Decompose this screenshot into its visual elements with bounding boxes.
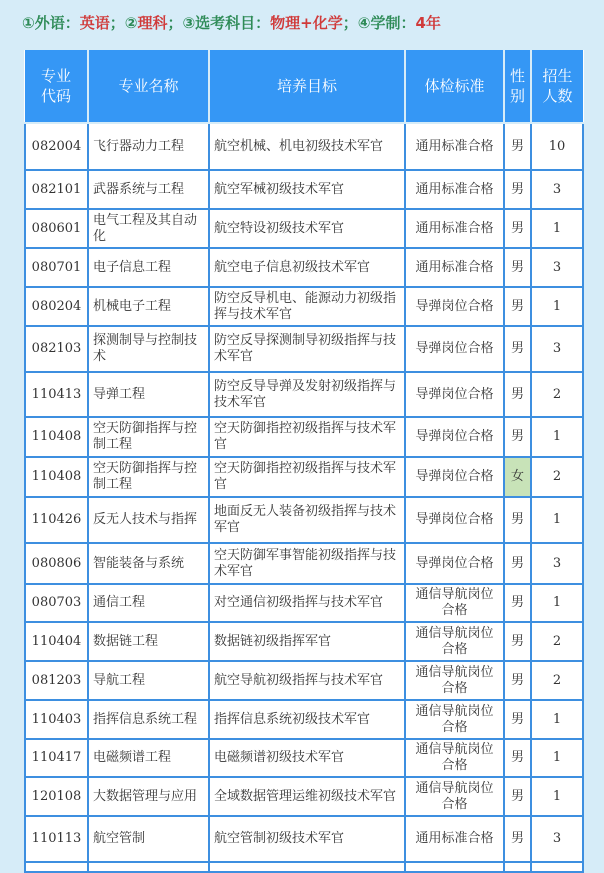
enrollment-count-cell: 3 — [531, 543, 583, 584]
major-code-cell: 082004 — [25, 123, 88, 170]
enrollment-count-cell: 1 — [531, 700, 583, 739]
table-row — [25, 700, 583, 739]
enrollment-count-cell: 2 — [531, 372, 583, 417]
enrollment-count-cell: 10 — [531, 123, 583, 170]
enrollment-count-cell: 1 — [531, 417, 583, 457]
major-name-cell: 电子信息工程 — [88, 248, 209, 287]
sex-cell: 男 — [504, 777, 531, 816]
major-name-cell: 空天防御指挥与控制工程 — [88, 417, 209, 457]
enrollment-count-cell: 3 — [531, 816, 583, 862]
empty-cell — [531, 862, 583, 872]
major-name-cell: 空天防御指挥与控制工程 — [88, 457, 209, 497]
medical-standard-cell: 导弹岗位合格 — [405, 497, 504, 543]
major-code-cell: 080204 — [25, 287, 88, 326]
sex-cell: 男 — [504, 584, 531, 622]
language-label: ①外语： — [22, 14, 80, 32]
sex-cell: 男 — [504, 209, 531, 248]
duration-value: 4年 — [415, 14, 441, 32]
medical-standard-cell: 通用标准合格 — [405, 123, 504, 170]
major-name-cell: 大数据管理与应用 — [88, 777, 209, 816]
major-name-cell: 航空管制 — [88, 816, 209, 862]
major-code-cell: 110408 — [25, 457, 88, 497]
enrollment-count-cell: 3 — [531, 248, 583, 287]
major-code-cell: 120108 — [25, 777, 88, 816]
major-code-cell: 082103 — [25, 326, 88, 372]
enrollment-count-cell: 2 — [531, 661, 583, 700]
training-goal-cell: 航空电子信息初级技术军官 — [209, 248, 405, 287]
major-code-cell: 080701 — [25, 248, 88, 287]
sex-cell: 男 — [504, 700, 531, 739]
empty-cell — [25, 862, 88, 872]
subjects-value: 物理+化学 — [270, 14, 343, 32]
enrollment-count-cell: 1 — [531, 209, 583, 248]
subjects-label: ③选考科目： — [182, 14, 271, 32]
header-code: 专业代码 — [25, 50, 88, 123]
major-name-cell: 探测制导与控制技术 — [88, 326, 209, 372]
table-row — [25, 170, 583, 209]
major-name-cell: 反无人技术与指挥 — [88, 497, 209, 543]
table-header-row — [25, 50, 583, 123]
medical-standard-cell: 导弹岗位合格 — [405, 457, 504, 497]
major-name-cell: 通信工程 — [88, 584, 209, 622]
sex-cell: 男 — [504, 417, 531, 457]
training-goal-cell: 空天防御指控初级指挥与技术军官 — [209, 457, 405, 497]
major-name-cell: 智能装备与系统 — [88, 543, 209, 584]
major-code-cell: 110408 — [25, 417, 88, 457]
track-label: ② — [124, 14, 138, 32]
medical-standard-cell: 导弹岗位合格 — [405, 372, 504, 417]
medical-standard-cell: 导弹岗位合格 — [405, 417, 504, 457]
majors-table — [24, 50, 584, 873]
medical-standard-cell: 通信导航岗位合格 — [405, 622, 504, 661]
language-value: 英语 — [79, 14, 110, 32]
table-row — [25, 372, 583, 417]
table-row — [25, 457, 583, 497]
duration-label: ④学制： — [357, 14, 416, 32]
table-row — [25, 417, 583, 457]
major-code-cell: 110113 — [25, 816, 88, 862]
table-row — [25, 123, 583, 170]
enrollment-count-cell: 1 — [531, 777, 583, 816]
enrollment-count-cell: 1 — [531, 584, 583, 622]
medical-standard-cell: 通用标准合格 — [405, 816, 504, 862]
summary-line — [22, 12, 441, 33]
table-row — [25, 287, 583, 326]
major-name-cell: 飞行器动力工程 — [88, 123, 209, 170]
header-medical-standard: 体检标准 — [405, 50, 504, 123]
training-goal-cell: 航空机械、机电初级技术军官 — [209, 123, 405, 170]
sex-cell: 男 — [504, 739, 531, 777]
table-row — [25, 584, 583, 622]
training-goal-cell: 防空反导探测制导初级指挥与技术军官 — [209, 326, 405, 372]
training-goal-cell: 空天防御军事智能初级指挥与技术军官 — [209, 543, 405, 584]
empty-cell — [504, 862, 531, 872]
header-goal: 培养目标 — [209, 50, 405, 123]
track-value: 理科 — [137, 14, 168, 32]
training-goal-cell: 航空导航初级指挥与技术军官 — [209, 661, 405, 700]
training-goal-cell: 电磁频谱初级技术军官 — [209, 739, 405, 777]
major-code-cell: 110413 — [25, 372, 88, 417]
training-goal-cell: 数据链初级指挥军官 — [209, 622, 405, 661]
empty-cell — [405, 862, 504, 872]
sex-cell: 男 — [504, 816, 531, 862]
table-row — [25, 777, 583, 816]
major-code-cell: 080601 — [25, 209, 88, 248]
enrollment-count-cell: 3 — [531, 170, 583, 209]
table-row — [25, 622, 583, 661]
major-name-cell: 机械电子工程 — [88, 287, 209, 326]
sex-cell: 男 — [504, 543, 531, 584]
sex-cell: 男 — [504, 497, 531, 543]
sex-cell: 男 — [504, 170, 531, 209]
training-goal-cell: 航空军械初级技术军官 — [209, 170, 405, 209]
table-row — [25, 209, 583, 248]
training-goal-cell: 空天防御指控初级指挥与技术军官 — [209, 417, 405, 457]
enrollment-count-cell: 1 — [531, 287, 583, 326]
enrollment-count-cell: 1 — [531, 739, 583, 777]
empty-cell — [88, 862, 209, 872]
training-goal-cell: 对空通信初级指挥与技术军官 — [209, 584, 405, 622]
table-row — [25, 816, 583, 862]
major-name-cell: 电磁频谱工程 — [88, 739, 209, 777]
sex-cell: 男 — [504, 123, 531, 170]
table-row — [25, 543, 583, 584]
sex-cell: 女 — [504, 457, 531, 497]
separator: ； — [109, 14, 125, 32]
medical-standard-cell: 导弹岗位合格 — [405, 543, 504, 584]
major-code-cell: 110417 — [25, 739, 88, 777]
table-row — [25, 497, 583, 543]
training-goal-cell: 全域数据管理运维初级技术军官 — [209, 777, 405, 816]
table-row — [25, 739, 583, 777]
training-goal-cell: 防空反导机电、能源动力初级指挥与技术军官 — [209, 287, 405, 326]
separator: ； — [167, 14, 183, 32]
major-name-cell: 数据链工程 — [88, 622, 209, 661]
major-name-cell: 电气工程及其自动化 — [88, 209, 209, 248]
medical-standard-cell: 通信导航岗位合格 — [405, 661, 504, 700]
medical-standard-cell: 导弹岗位合格 — [405, 287, 504, 326]
major-name-cell: 导航工程 — [88, 661, 209, 700]
medical-standard-cell: 通用标准合格 — [405, 209, 504, 248]
training-goal-cell: 防空反导导弹及发射初级指挥与技术军官 — [209, 372, 405, 417]
medical-standard-cell: 导弹岗位合格 — [405, 326, 504, 372]
medical-standard-cell: 通用标准合格 — [405, 170, 504, 209]
medical-standard-cell: 通信导航岗位合格 — [405, 700, 504, 739]
training-goal-cell: 指挥信息系统初级技术军官 — [209, 700, 405, 739]
major-code-cell: 110403 — [25, 700, 88, 739]
table-row — [25, 661, 583, 700]
sex-cell: 男 — [504, 661, 531, 700]
sex-cell: 男 — [504, 622, 531, 661]
major-name-cell: 导弹工程 — [88, 372, 209, 417]
sex-cell: 男 — [504, 287, 531, 326]
medical-standard-cell: 通信导航岗位合格 — [405, 584, 504, 622]
major-code-cell: 081203 — [25, 661, 88, 700]
enrollment-count-cell: 1 — [531, 497, 583, 543]
header-quota: 招生人数 — [531, 50, 583, 123]
major-code-cell: 080806 — [25, 543, 88, 584]
sex-cell: 男 — [504, 248, 531, 287]
medical-standard-cell: 通信导航岗位合格 — [405, 739, 504, 777]
training-goal-cell: 地面反无人装备初级指挥与技术军官 — [209, 497, 405, 543]
sex-cell: 男 — [504, 372, 531, 417]
major-code-cell: 110426 — [25, 497, 88, 543]
header-name: 专业名称 — [88, 50, 209, 123]
empty-cell — [209, 862, 405, 872]
training-goal-cell: 航空特设初级技术军官 — [209, 209, 405, 248]
medical-standard-cell: 通用标准合格 — [405, 248, 504, 287]
major-code-cell: 080703 — [25, 584, 88, 622]
major-name-cell: 指挥信息系统工程 — [88, 700, 209, 739]
medical-standard-cell: 通信导航岗位合格 — [405, 777, 504, 816]
enrollment-count-cell: 3 — [531, 326, 583, 372]
sex-cell: 男 — [504, 326, 531, 372]
major-name-cell: 武器系统与工程 — [88, 170, 209, 209]
header-sex: 性别 — [504, 50, 531, 123]
table-row — [25, 326, 583, 372]
enrollment-count-cell: 2 — [531, 457, 583, 497]
separator: ； — [342, 14, 358, 32]
major-code-cell: 082101 — [25, 170, 88, 209]
table-row-partial — [25, 862, 583, 872]
table-row — [25, 248, 583, 287]
training-goal-cell: 航空管制初级技术军官 — [209, 816, 405, 862]
major-code-cell: 110404 — [25, 622, 88, 661]
enrollment-count-cell: 2 — [531, 622, 583, 661]
